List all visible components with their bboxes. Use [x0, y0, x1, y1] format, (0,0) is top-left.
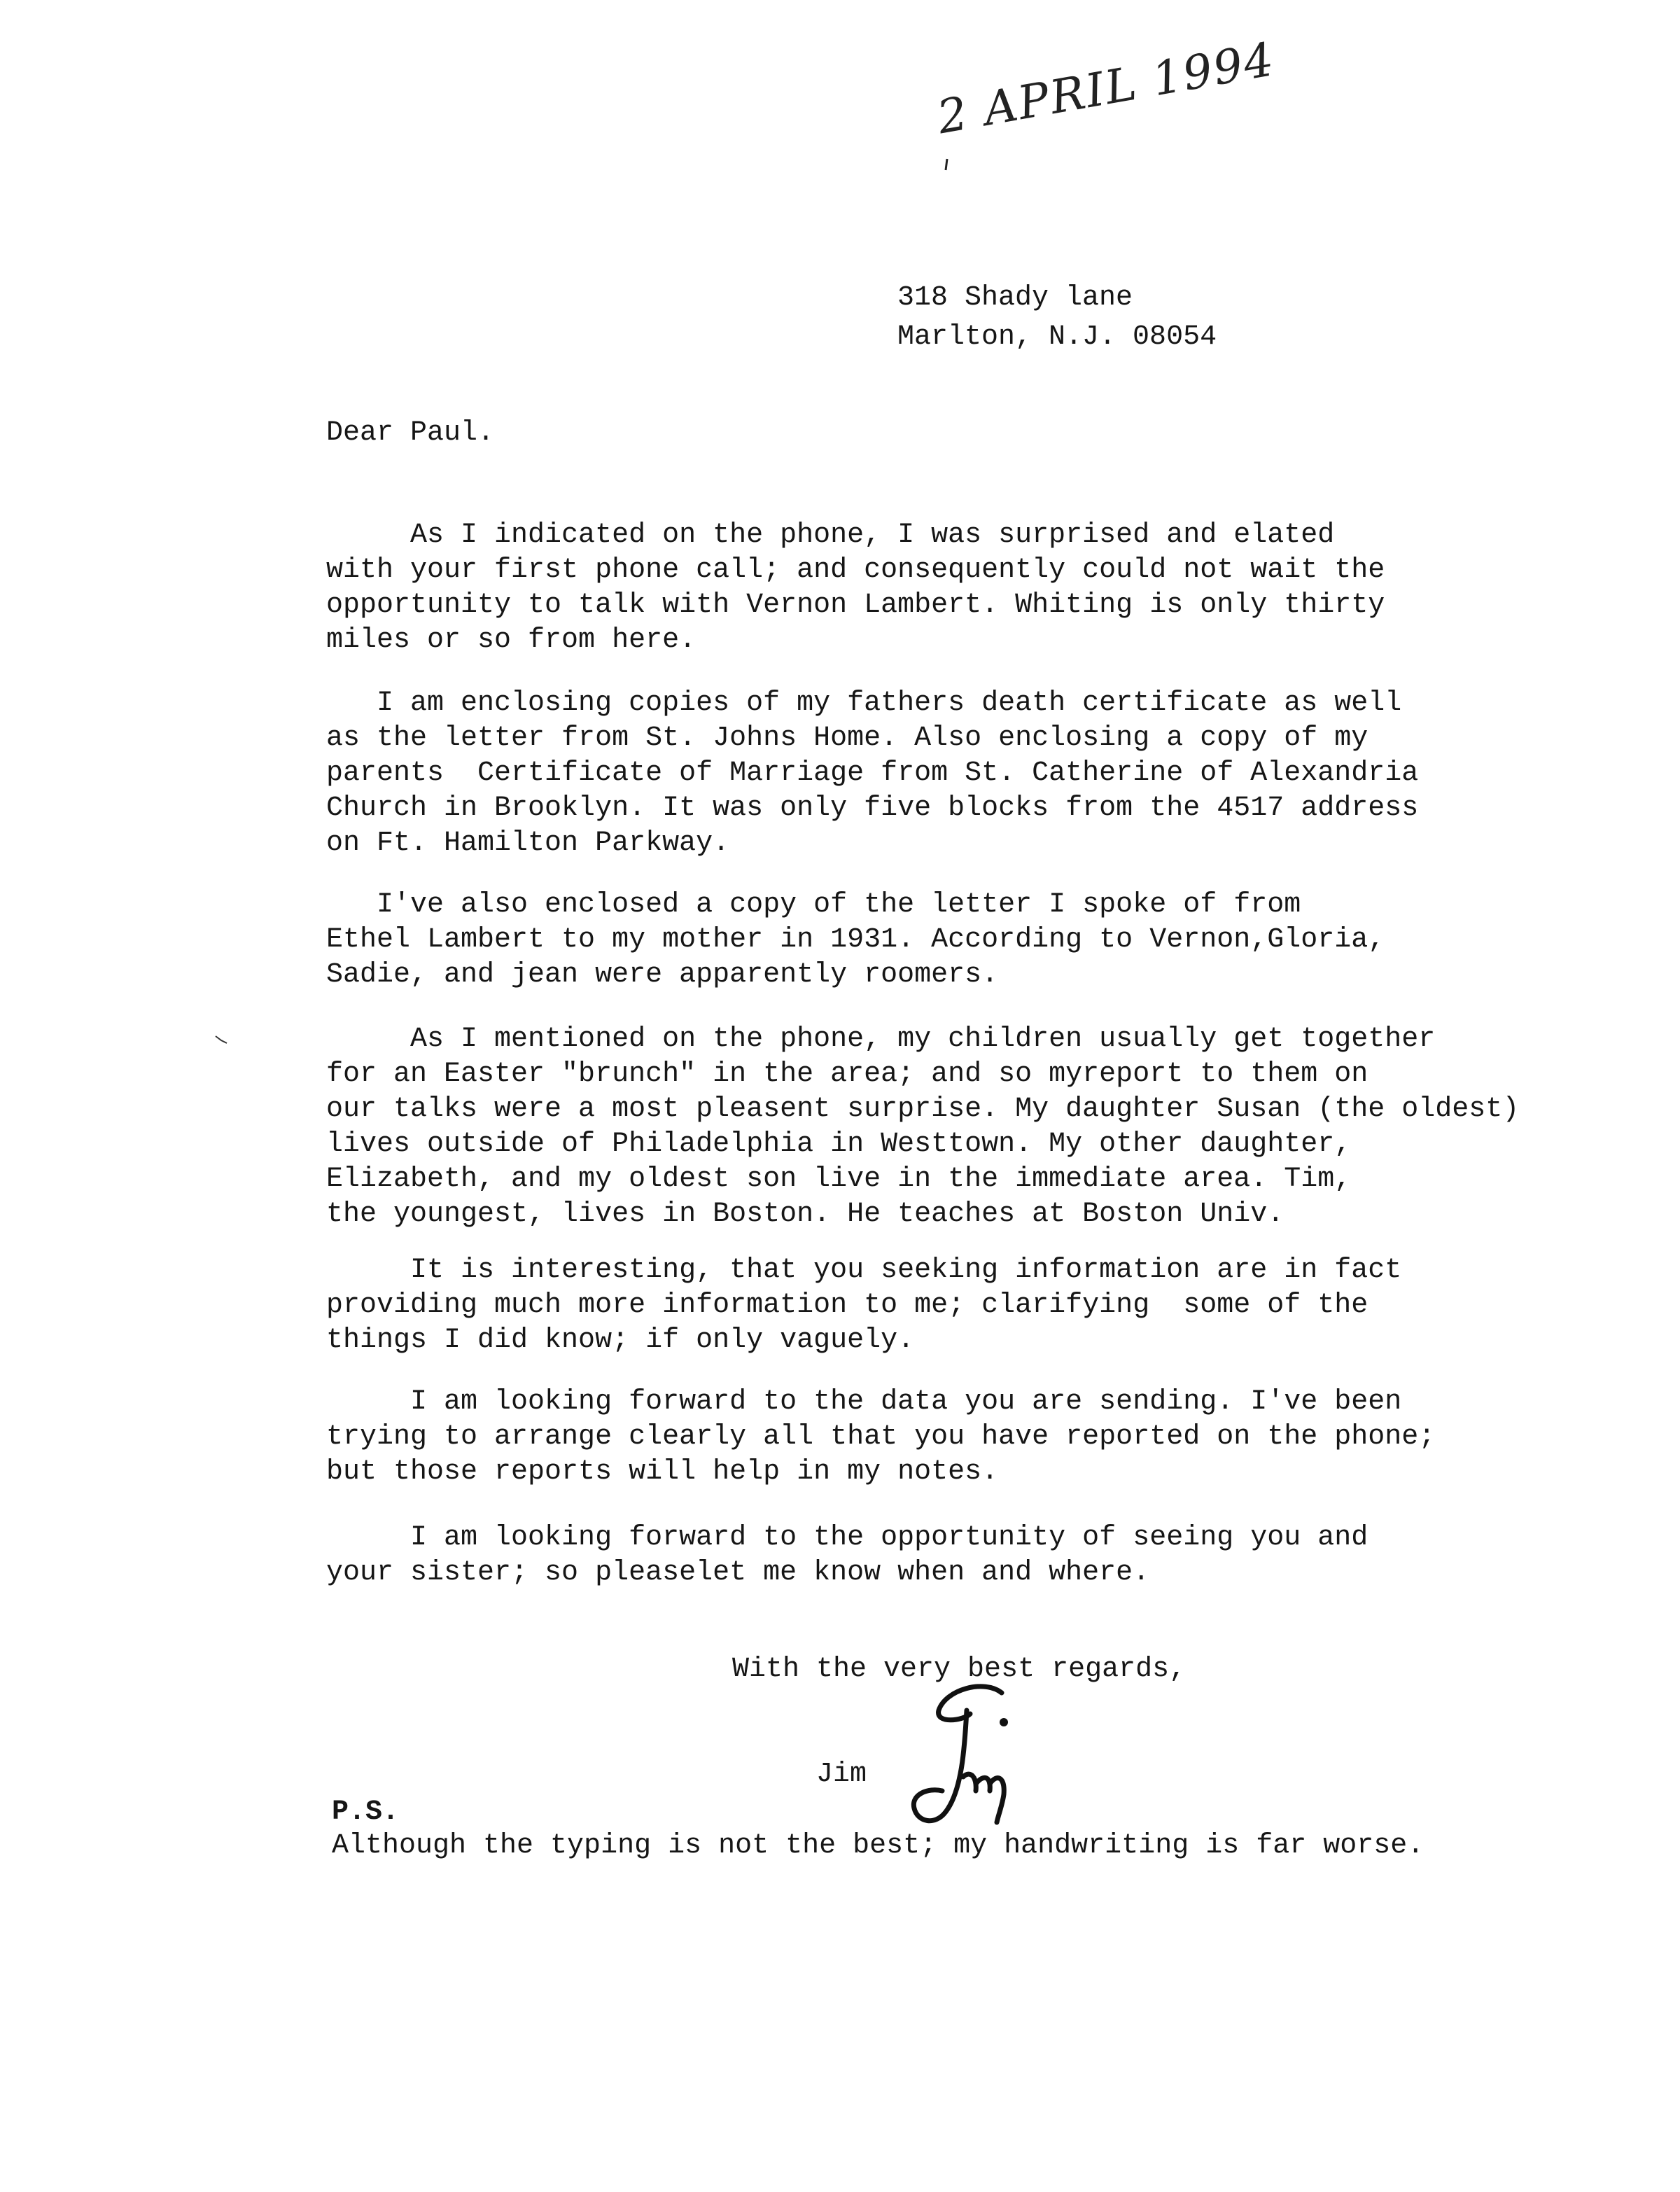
text-line: but those reports will help in my notes.: [326, 1456, 999, 1488]
signoff-name: Jim: [816, 1759, 867, 1790]
text-line: providing much more information to me; clarifying some of the: [326, 1290, 1368, 1321]
text-line: lives outside of Philadelphia in Westtown. My other daughter,: [326, 1129, 1352, 1160]
paragraph-4: [326, 1022, 1530, 1232]
text-line: Sadie, and jean were apparently roomers.: [326, 959, 999, 991]
sender-address: [897, 279, 1217, 357]
text-line: as the letter from St. Johns Home. Also enclosing a copy of my: [326, 722, 1368, 754]
text-line: parents Certificate of Marriage from St. Catherine of Alexandria: [326, 758, 1419, 789]
text-line: trying to arrange clearly all that you have reported on the phone;: [326, 1421, 1436, 1453]
text-line: miles or so from here.: [326, 624, 696, 656]
stray-mark: [214, 1035, 228, 1045]
text-line: I am looking forward to the data you are sending. I've been: [326, 1386, 1402, 1418]
text-line: opportunity to talk with Vernon Lambert. Whiting is only thirty: [326, 589, 1385, 621]
address-line-2: Marlton, N.J. 08054: [897, 321, 1217, 353]
address-line-1: 318 Shady lane: [897, 282, 1133, 314]
pen-mark: [944, 158, 949, 171]
text-line: our talks were a most pleasent surprise. My daughter Susan (the oldest): [326, 1094, 1520, 1125]
text-line: It is interesting, that you seeking information are in fact: [326, 1255, 1402, 1286]
text-line: Ethel Lambert to my mother in 1931. According to Vernon,Gloria,: [326, 924, 1385, 956]
text-line: things I did know; if only vaguely.: [326, 1325, 915, 1356]
handwritten-signature: [879, 1672, 1033, 1833]
text-line: I've also enclosed a copy of the letter I spoke of from: [326, 889, 1301, 921]
text-line: with your first phone call; and consequently could not wait the: [326, 554, 1385, 586]
text-line: the youngest, lives in Boston. He teaches at Boston Univ.: [326, 1199, 1284, 1230]
paragraph-1: [326, 518, 1530, 658]
text-line: I am looking forward to the opportunity of seeing you and: [326, 1522, 1368, 1554]
paragraph-5: [326, 1253, 1530, 1358]
text-line: As I indicated on the phone, I was surprised and elated: [326, 519, 1335, 551]
salutation: Dear Paul.: [326, 417, 495, 449]
postscript-text: Although the typing is not the best; my handwriting is far worse.: [332, 1830, 1424, 1862]
handwritten-date-text: 2 APRIL 1994: [933, 32, 1279, 145]
text-line: on Ft. Hamilton Parkway.: [326, 828, 730, 859]
paragraph-7: [326, 1521, 1530, 1591]
paragraph-6: [326, 1385, 1530, 1490]
closing: With the very best regards,: [732, 1654, 1186, 1685]
handwritten-date: [933, 32, 1279, 182]
text-line: Elizabeth, and my oldest son live in the immediate area. Tim,: [326, 1164, 1352, 1195]
paragraph-2: [326, 686, 1530, 861]
text-line: Church in Brooklyn. It was only five blocks from the 4517 address: [326, 793, 1419, 824]
text-line: for an Easter "brunch" in the area; and so myreport to them on: [326, 1059, 1368, 1090]
text-line: your sister; so pleaselet me know when and where.: [326, 1557, 1150, 1589]
postscript-label: P.S.: [332, 1796, 400, 1828]
paragraph-3: [326, 888, 1530, 993]
text-line: I am enclosing copies of my fathers death certificate as well: [326, 687, 1402, 719]
text-line: As I mentioned on the phone, my children usually get together: [326, 1024, 1436, 1055]
